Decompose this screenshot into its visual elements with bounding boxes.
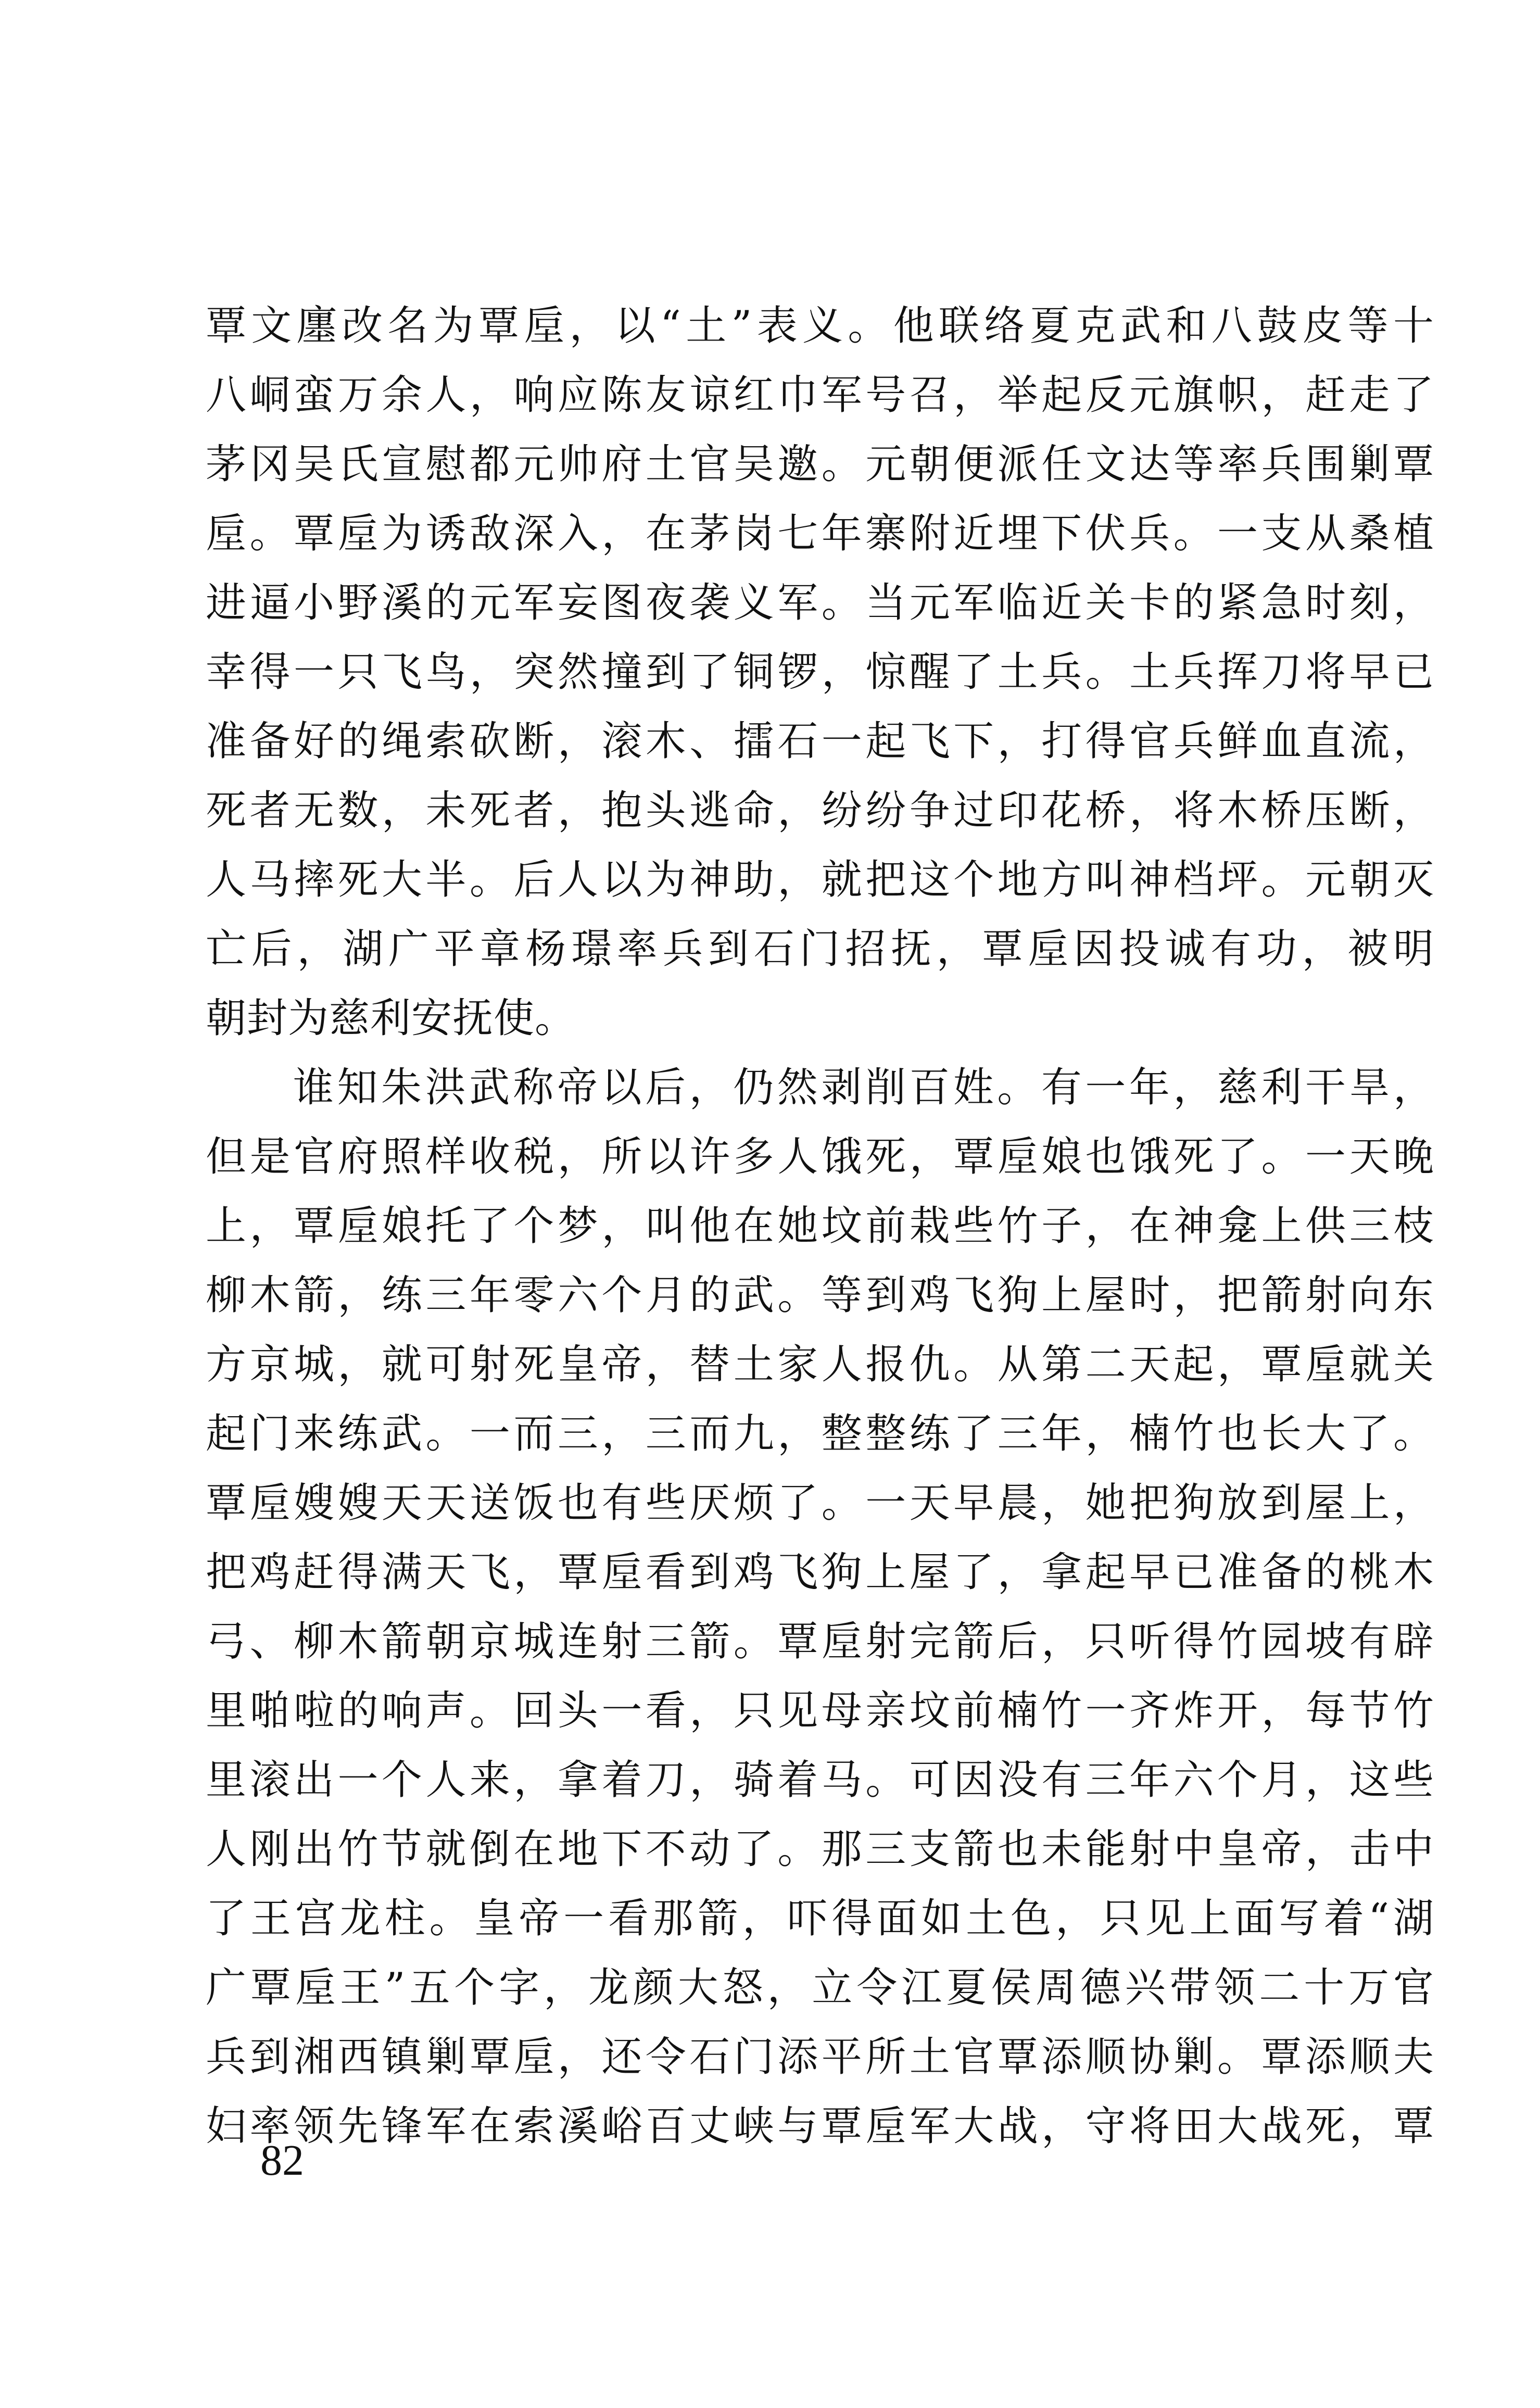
- text-line: 朝封为慈利安抚使。: [206, 995, 576, 1042]
- page-number: 82: [260, 2136, 304, 2185]
- text-line: 兵到湘西镇剿覃垕，还令石门添平所土官覃添顺协剿。覃添顺夫: [206, 2034, 1434, 2081]
- text-line: 里啪啦的响声。回头一看，只见母亲坟前楠竹一齐炸开，每节竹: [206, 1687, 1434, 1734]
- text-line: 亡后，湖广平章杨璟率兵到石门招抚，覃垕因投诚有功，被明: [206, 926, 1434, 973]
- text-line: 覃文廛改名为覃垕，以“土”表义。他联络夏克武和八鼓皮等十: [206, 302, 1434, 349]
- text-line: 弓、柳木箭朝京城连射三箭。覃垕射完箭后，只听得竹园坡有辟: [206, 1618, 1434, 1665]
- text-line: 把鸡赶得满天飞，覃垕看到鸡飞狗上屋了，拿起早已准备的桃木: [206, 1549, 1434, 1596]
- text-line: 幸得一只飞鸟，突然撞到了铜锣，惊醒了土兵。土兵挥刀将早已: [206, 649, 1434, 696]
- text-line: 方京城，就可射死皇帝，替土家人报仇。从第二天起，覃垕就关: [206, 1341, 1434, 1388]
- text-line: 死者无数，未死者，抱头逃命，纷纷争过印花桥，将木桥压断，: [206, 787, 1434, 834]
- text-line: 茅冈吴氏宣慰都元帅府土官吴邀。元朝便派任文达等率兵围剿覃: [206, 441, 1434, 488]
- text-line: 覃垕嫂嫂天天送饭也有些厌烦了。一天早晨，她把狗放到屋上，: [206, 1480, 1434, 1527]
- text-line: 谁知朱洪武称帝以后，仍然剥削百姓。有一年，慈利干旱，: [293, 1064, 1434, 1111]
- text-line: 上，覃垕娘托了个梦，叫他在她坟前栽些竹子，在神龛上供三枝: [206, 1203, 1434, 1250]
- text-line: 人马摔死大半。后人以为神助，就把这个地方叫神档坪。元朝灭: [206, 856, 1434, 903]
- text-line: 柳木箭，练三年零六个月的武。等到鸡飞狗上屋时，把箭射向东: [206, 1272, 1434, 1319]
- text-line: 垕。覃垕为诱敌深入，在茅岗七年寨附近埋下伏兵。一支从桑植: [206, 510, 1434, 557]
- text-line: 里滚出一个人来，拿着刀，骑着马。可因没有三年六个月，这些: [206, 1757, 1434, 1804]
- text-line: 准备好的绳索砍断，滚木、擂石一起飞下，打得官兵鲜血直流，: [206, 718, 1434, 765]
- text-line: 八峒蛮万余人，响应陈友谅红巾军号召，举起反元旗帜，赶走了: [206, 372, 1434, 419]
- text-line: 起门来练武。一而三，三而九，整整练了三年，楠竹也长大了。: [206, 1410, 1434, 1457]
- text-line: 进逼小野溪的元军妄图夜袭义军。当元军临近关卡的紧急时刻，: [206, 579, 1434, 626]
- text-line: 广覃垕王”五个字，龙颜大怒，立令江夏侯周德兴带领二十万官: [206, 1964, 1434, 2011]
- text-line: 但是官府照样收税，所以许多人饿死，覃垕娘也饿死了。一天晚: [206, 1133, 1434, 1180]
- text-line: 了王宫龙柱。皇帝一看那箭，吓得面如土色，只见上面写着“湖: [206, 1895, 1434, 1942]
- text-line: 妇率领先锋军在索溪峪百丈峡与覃垕军大战，守将田大战死，覃: [206, 2103, 1434, 2150]
- text-line: 人刚出竹节就倒在地下不动了。那三支箭也未能射中皇帝，击中: [206, 1826, 1434, 1873]
- body-text: [206, 292, 1434, 2161]
